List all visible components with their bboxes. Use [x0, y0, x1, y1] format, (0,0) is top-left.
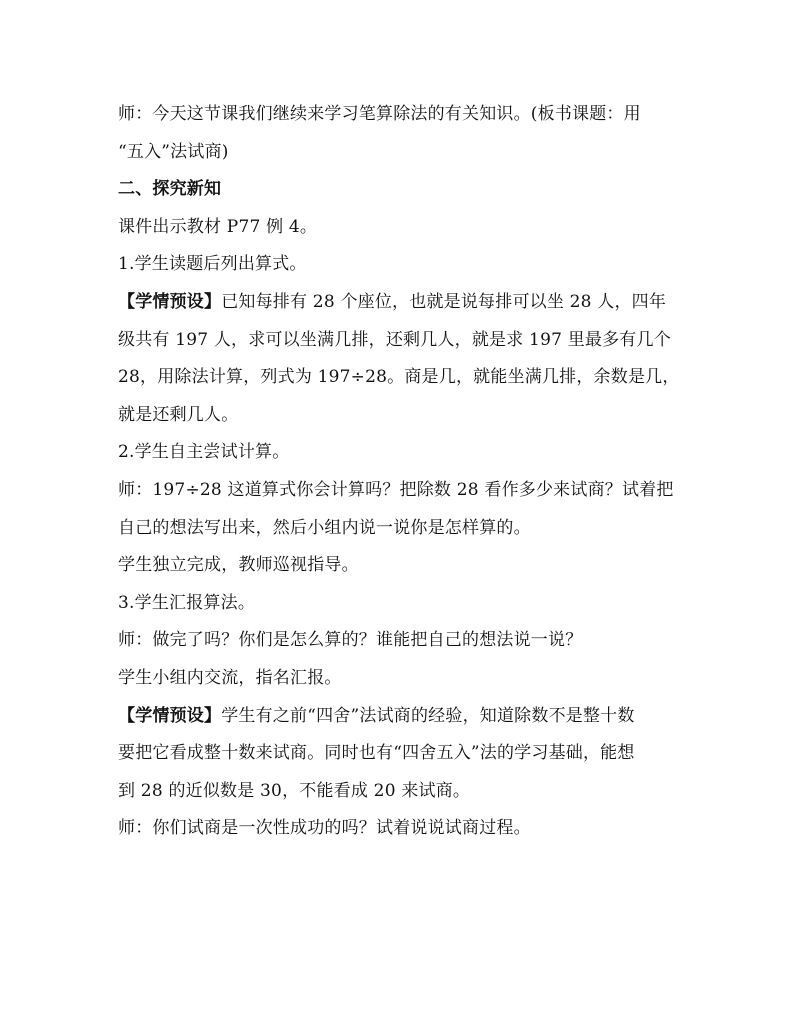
- text-line: 师：你们试商是一次性成功的吗？试着说说试商过程。: [118, 818, 531, 839]
- text-line: 就是还剩几人。: [118, 404, 239, 425]
- text-line: 3.学生汇报算法。: [118, 592, 256, 613]
- preset-tag: 【学情预设】: [118, 705, 222, 726]
- text-line: 自己的想法写出来，然后小组内说一说你是怎样算的。: [118, 517, 531, 538]
- preset-tag: 【学情预设】: [118, 291, 222, 312]
- text-line: [118, 698, 680, 736]
- text-line: 28，用除法计算，列式为 197÷28。商是几，就能坐满几排，余数是几，: [118, 367, 680, 388]
- text-line: 1.学生读题后列出算式。: [118, 254, 307, 275]
- text-span: 学生有之前“四舍”法试商的经验，知道除数不是整十数: [221, 705, 635, 726]
- text-line: 级共有 197 人，求可以坐满几排，还剩几人，就是求 197 里最多有几个: [118, 329, 671, 350]
- text-line: 学生小组内交流，指名汇报。: [118, 667, 342, 688]
- text-line: 师：今天这节课我们继续来学习笔算除法的有关知识。(板书课题：用: [118, 104, 641, 124]
- text-line: “五入”法试商): [118, 141, 229, 162]
- text-line: 2.学生自主尝试计算。: [118, 442, 290, 463]
- section-heading: 二、探究新知: [118, 179, 222, 200]
- document-body: [118, 96, 680, 848]
- text-line: [118, 284, 680, 322]
- text-line: 师：197÷28 这道算式你会计算吗？把除数 28 看作多少来试商？试着把: [118, 479, 674, 500]
- text-line: 学生独立完成，教师巡视指导。: [118, 555, 359, 576]
- text-line: 要把它看成整十数来试商。同时也有“四舍五入”法的学习基础，能想: [118, 743, 635, 764]
- text-line: 师：做完了吗？你们是怎么算的？谁能把自己的想法说一说？: [118, 630, 583, 651]
- text-line: 课件出示教材 P77 例 4。: [118, 216, 318, 237]
- text-line: 到 28 的近似数是 30，不能看成 20 来试商。: [118, 780, 471, 801]
- text-span: 已知每排有 28 个座位，也就是说每排可以坐 28 人，四年: [221, 291, 667, 312]
